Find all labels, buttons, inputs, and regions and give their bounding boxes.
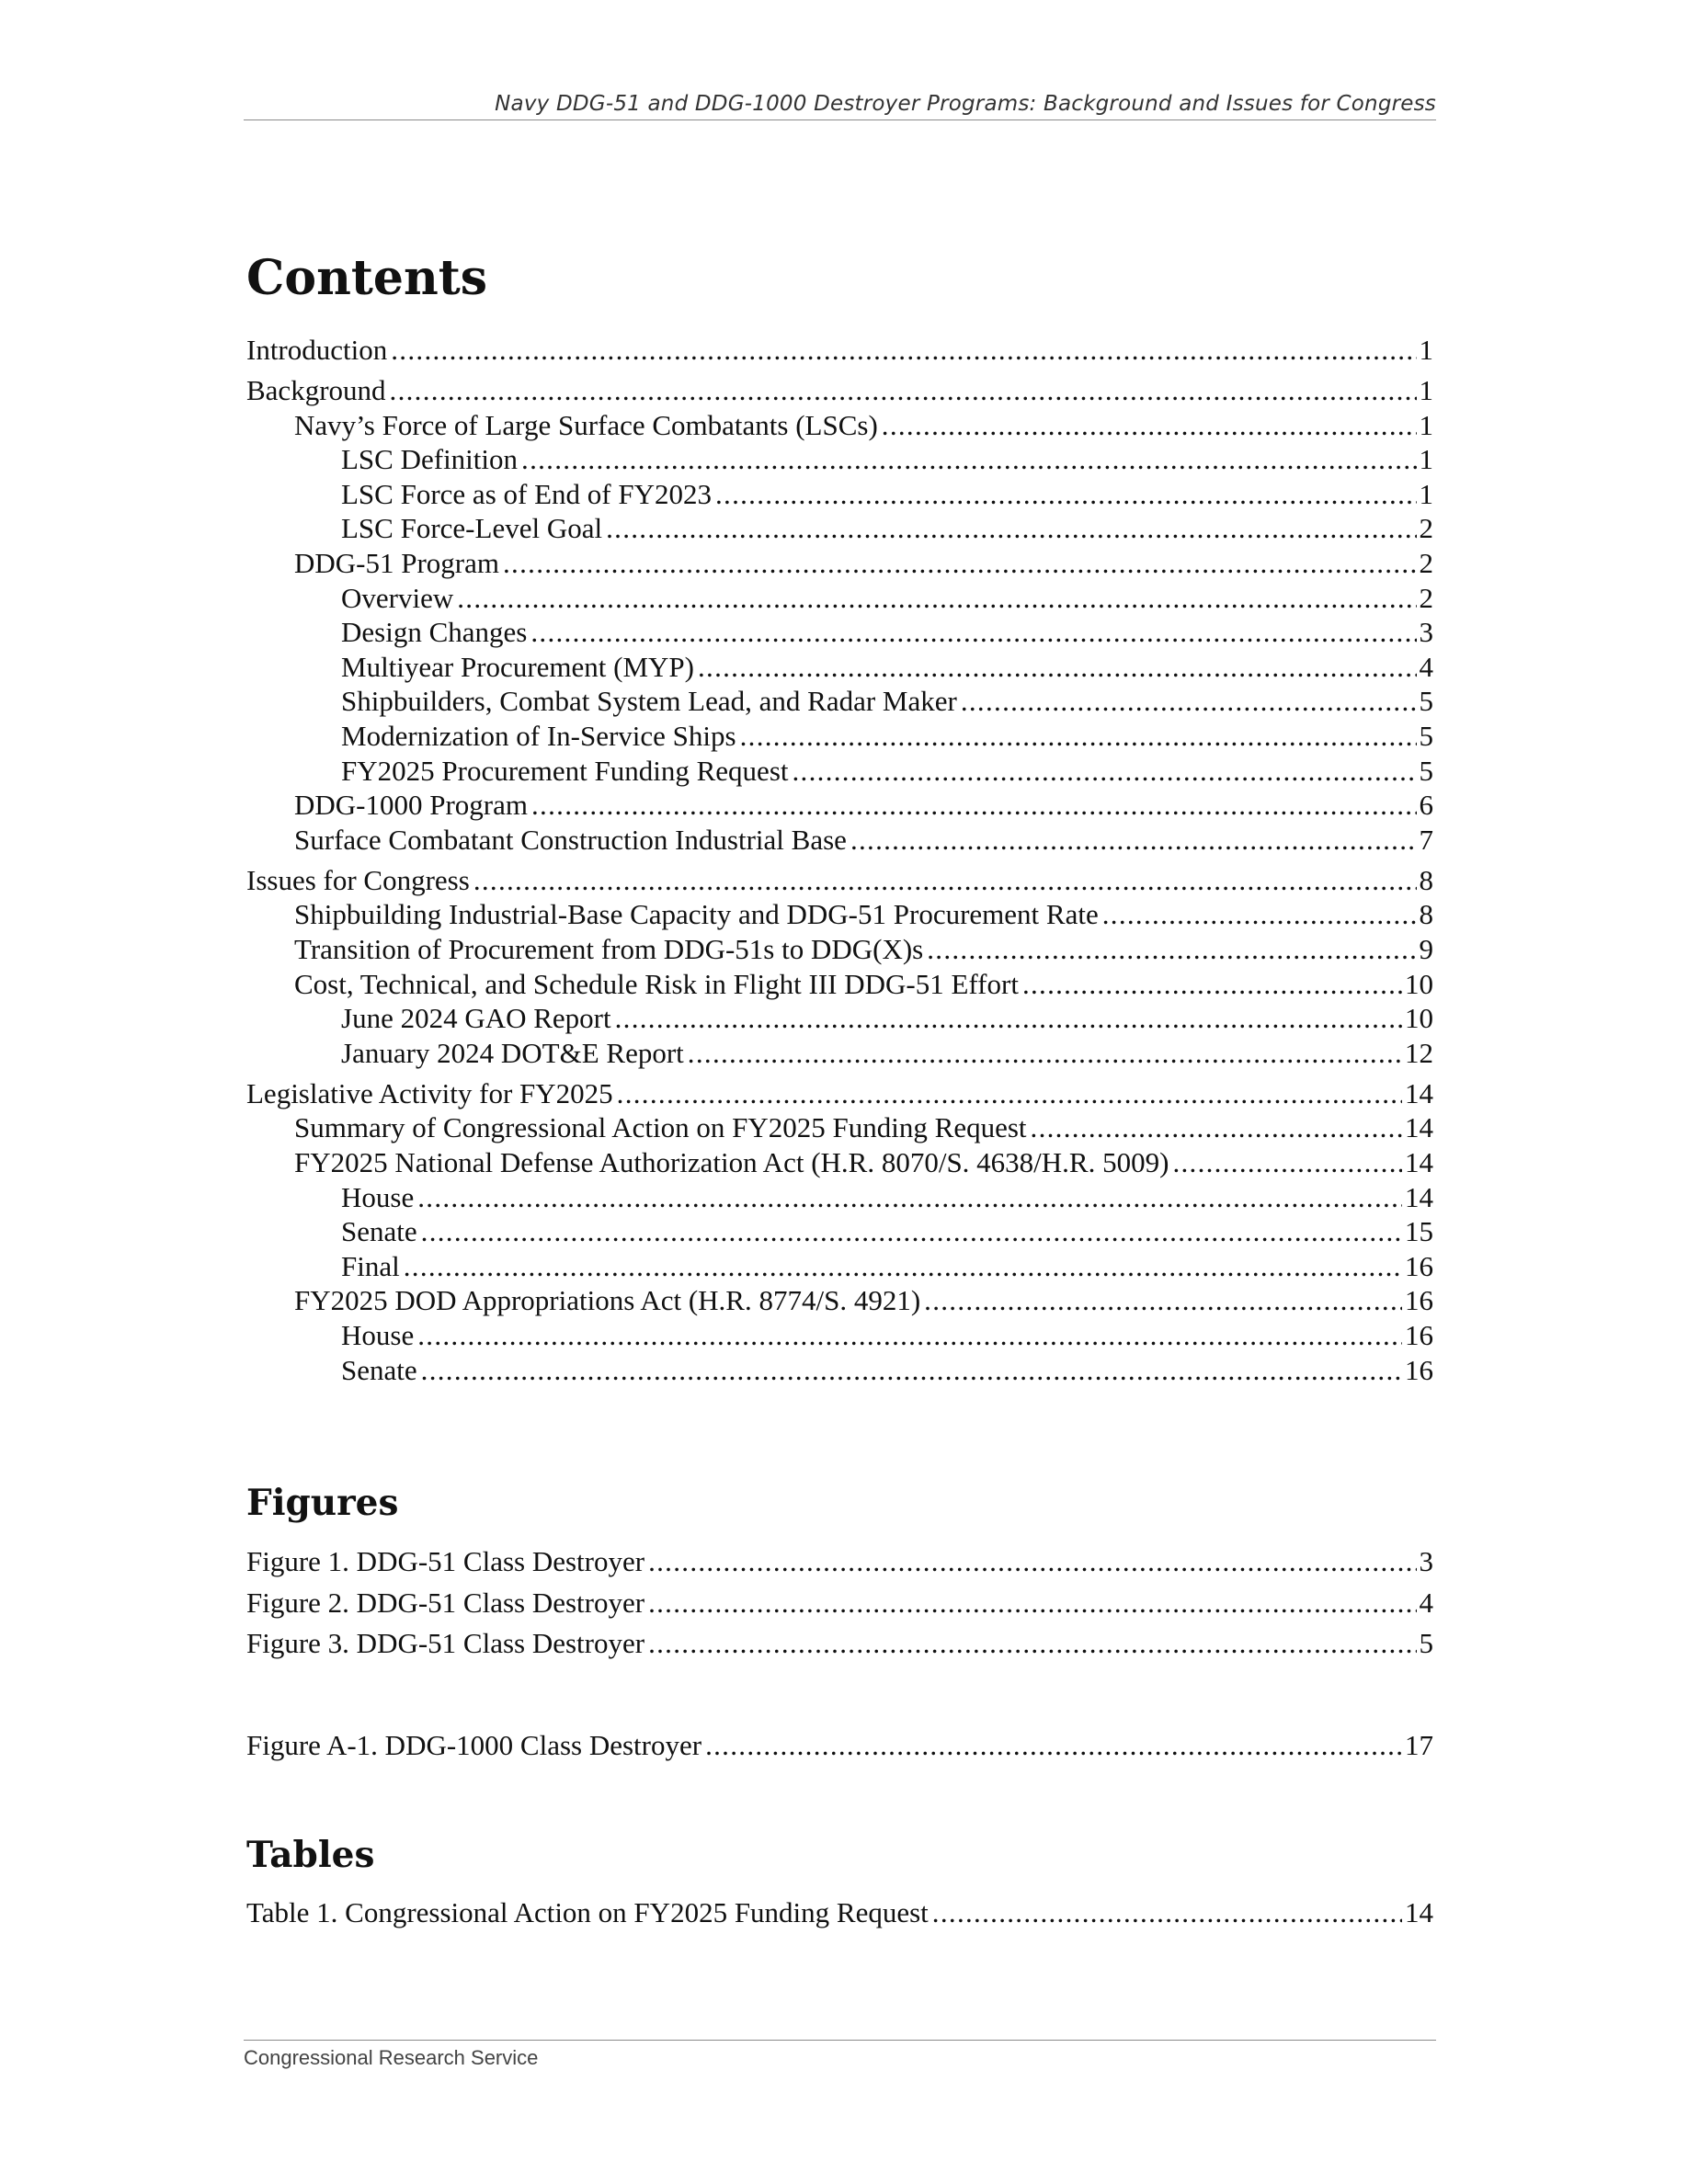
dot-leader — [615, 1001, 1402, 1036]
dot-leader — [421, 1214, 1402, 1249]
dot-leader — [882, 408, 1417, 443]
toc-entry[interactable] — [246, 373, 1433, 408]
toc-entry[interactable] — [246, 932, 1433, 967]
dot-leader — [417, 1180, 1402, 1215]
toc-entry[interactable] — [246, 1318, 1433, 1353]
toc-entry-label: Cost, Technical, and Schedule Risk in Flight III DDG-51 Effort — [294, 968, 1019, 1000]
figures-heading: Figures — [246, 1482, 399, 1524]
toc-entry-page: 16 — [1405, 1319, 1433, 1351]
toc-entry[interactable] — [246, 897, 1433, 932]
toc-entry-page: 1 — [1419, 409, 1433, 441]
toc-entry-label: June 2024 GAO Report — [341, 1002, 611, 1034]
figure-entry[interactable] — [246, 1728, 1433, 1763]
toc-entry[interactable] — [246, 1110, 1433, 1145]
toc-entry-label: FY2025 Procurement Funding Request — [341, 755, 789, 787]
toc-entry-page: 5 — [1419, 1627, 1433, 1659]
toc-entry-label: Table 1. Congressional Action on FY2025 Funding Request — [246, 1896, 929, 1928]
toc-entry[interactable] — [246, 788, 1433, 823]
dot-leader — [688, 1036, 1402, 1071]
toc-entry-label: Transition of Procurement from DDG-51s to DDG(X)s — [294, 933, 924, 965]
toc-entry-page: 16 — [1405, 1354, 1433, 1386]
contents-heading: Contents — [246, 250, 488, 306]
dot-leader — [417, 1318, 1402, 1353]
toc-entry[interactable] — [246, 333, 1433, 368]
toc-entry-label: Shipbuilders, Combat System Lead, and Radar Maker — [341, 685, 957, 717]
toc-entry-label: Design Changes — [341, 616, 528, 648]
toc-entry[interactable] — [246, 1145, 1433, 1180]
toc-entry-label: House — [341, 1181, 415, 1213]
toc-entry-label: DDG-1000 Program — [294, 789, 528, 821]
toc-entry[interactable] — [246, 1353, 1433, 1388]
dot-leader — [404, 1249, 1402, 1284]
toc-entry-label: Figure 1. DDG-51 Class Destroyer — [246, 1545, 645, 1577]
toc-entry-label: DDG-51 Program — [294, 547, 499, 579]
toc-entry-label: FY2025 DOD Appropriations Act (H.R. 8774/S. 4921) — [294, 1284, 921, 1316]
dot-leader — [924, 1283, 1402, 1318]
toc-entry-page: 3 — [1419, 616, 1433, 648]
toc-entry-page: 16 — [1405, 1250, 1433, 1282]
toc-entry-page: 1 — [1419, 443, 1433, 475]
toc-entry-page: 10 — [1405, 968, 1433, 1000]
figure-entry[interactable] — [246, 1586, 1433, 1621]
toc-entry[interactable] — [246, 1076, 1433, 1111]
toc-entry-page: 1 — [1419, 478, 1433, 510]
dot-leader — [1172, 1145, 1402, 1180]
toc-entry-page: 4 — [1419, 651, 1433, 683]
toc-entry[interactable] — [246, 615, 1433, 650]
dot-leader — [473, 863, 1417, 898]
dot-leader — [1031, 1110, 1402, 1145]
toc-entry-label: Senate — [341, 1354, 417, 1386]
toc-entry-page: 14 — [1405, 1146, 1433, 1178]
toc-entry-label: Navy’s Force of Large Surface Combatants (LSCs) — [294, 409, 878, 441]
dot-leader — [927, 932, 1416, 967]
toc-entry-page: 12 — [1405, 1037, 1433, 1069]
toc-entry-label: Introduction — [246, 334, 388, 366]
dot-leader — [850, 823, 1417, 858]
dot-leader — [390, 373, 1417, 408]
dot-leader — [1022, 967, 1402, 1002]
toc-entry-page: 2 — [1419, 582, 1433, 614]
toc-entry-page: 4 — [1419, 1587, 1433, 1619]
dot-leader — [521, 442, 1416, 477]
toc-entry-label: Final — [341, 1250, 400, 1282]
toc-entry-label: Issues for Congress — [246, 864, 470, 896]
toc-entry[interactable] — [246, 1214, 1433, 1249]
toc-entry-page: 8 — [1419, 898, 1433, 930]
toc-entry-label: Multiyear Procurement (MYP) — [341, 651, 694, 683]
toc-entry-page: 15 — [1405, 1215, 1433, 1247]
toc-entry-page: 14 — [1405, 1111, 1433, 1143]
toc-entry-label: Figure 3. DDG-51 Class Destroyer — [246, 1627, 645, 1659]
toc-entry[interactable] — [246, 408, 1433, 443]
toc-entry-page: 10 — [1405, 1002, 1433, 1034]
toc-entry-label: LSC Force as of End of FY2023 — [341, 478, 712, 510]
toc-entry-page: 14 — [1405, 1896, 1433, 1928]
toc-entry-label: Senate — [341, 1215, 417, 1247]
toc-entry[interactable] — [246, 1180, 1433, 1215]
toc-entry-page: 3 — [1419, 1545, 1433, 1577]
toc-entry[interactable] — [246, 863, 1433, 898]
toc-entry[interactable] — [246, 823, 1433, 858]
toc-entry-label: Surface Combatant Construction Industrial Base — [294, 824, 847, 856]
dot-leader — [740, 719, 1417, 754]
toc-entry[interactable] — [246, 650, 1433, 685]
page-footer: Congressional Research Service — [244, 2040, 1436, 2070]
dot-leader — [421, 1353, 1402, 1388]
toc-entry-page: 17 — [1405, 1729, 1433, 1761]
toc-entry-label: Shipbuilding Industrial-Base Capacity and DDG-51 Procurement Rate — [294, 898, 1099, 930]
dot-leader — [648, 1626, 1416, 1661]
toc-entry[interactable] — [246, 477, 1433, 512]
toc-entry[interactable] — [246, 581, 1433, 616]
toc-entry-page: 16 — [1405, 1284, 1433, 1316]
toc-entry-label: LSC Force-Level Goal — [341, 512, 603, 544]
dot-leader — [531, 788, 1417, 823]
toc-entry[interactable] — [246, 1249, 1433, 1284]
dot-leader — [793, 754, 1417, 789]
dot-leader — [530, 615, 1416, 650]
toc-entry-label: January 2024 DOT&E Report — [341, 1037, 684, 1069]
toc-entry-page: 6 — [1419, 789, 1433, 821]
dot-leader — [617, 1076, 1402, 1111]
toc-entry[interactable] — [246, 1036, 1433, 1071]
dot-leader — [1102, 897, 1417, 932]
toc-entry-page: 2 — [1419, 547, 1433, 579]
toc-entry-label: Summary of Congressional Action on FY2025 Funding Request — [294, 1111, 1027, 1143]
toc-entry[interactable] — [246, 1283, 1433, 1318]
toc-entry-label: Overview — [341, 582, 454, 614]
toc-entry-page: 5 — [1419, 755, 1433, 787]
dot-leader — [932, 1895, 1402, 1930]
toc-entry-page: 9 — [1419, 933, 1433, 965]
dot-leader — [606, 511, 1416, 546]
tables-heading: Tables — [246, 1834, 375, 1876]
toc-entry-page: 14 — [1405, 1077, 1433, 1109]
toc-entry-page: 8 — [1419, 864, 1433, 896]
toc-entry[interactable] — [246, 1001, 1433, 1036]
toc-entry[interactable] — [246, 719, 1433, 754]
dot-leader — [648, 1586, 1416, 1621]
toc-entry-label: Background — [246, 374, 386, 406]
dot-leader — [503, 546, 1417, 581]
toc-entry[interactable] — [246, 511, 1433, 546]
toc-entry-label: Figure 2. DDG-51 Class Destroyer — [246, 1587, 645, 1619]
toc-entry[interactable] — [246, 754, 1433, 789]
toc-entry[interactable] — [246, 967, 1433, 1002]
toc-entry-page: 5 — [1419, 685, 1433, 717]
toc-entry-label: FY2025 National Defense Authorization Act (H.R. 8070/S. 4638/H.R. 5009) — [294, 1146, 1169, 1178]
toc-entry-page: 1 — [1419, 374, 1433, 406]
toc-entry[interactable] — [246, 684, 1433, 719]
toc-entry-label: LSC Definition — [341, 443, 519, 475]
running-header: Navy DDG-51 and DDG-1000 Destroyer Programs: Background and Issues for Congress — [244, 92, 1436, 120]
toc-entry-page: 2 — [1419, 512, 1433, 544]
dot-leader — [698, 650, 1417, 685]
toc-entry-page: 7 — [1419, 824, 1433, 856]
toc-entry-page: 14 — [1405, 1181, 1433, 1213]
dot-leader — [705, 1728, 1402, 1763]
dot-leader — [457, 581, 1416, 616]
dot-leader — [715, 477, 1417, 512]
toc-entry-label: Figure A-1. DDG-1000 Class Destroyer — [246, 1729, 702, 1761]
figure-entry[interactable] — [246, 1544, 1433, 1579]
table-entry[interactable] — [246, 1895, 1433, 1930]
toc-entry-label: House — [341, 1319, 415, 1351]
toc-entry[interactable] — [246, 546, 1433, 581]
toc-entry[interactable] — [246, 442, 1433, 477]
toc-entry-label: Modernization of In-Service Ships — [341, 720, 736, 752]
dot-leader — [961, 684, 1417, 719]
figure-entry[interactable] — [246, 1626, 1433, 1661]
toc-entry-page: 1 — [1419, 334, 1433, 366]
dot-leader — [648, 1544, 1416, 1579]
toc-entry-page: 5 — [1419, 720, 1433, 752]
dot-leader — [391, 333, 1416, 368]
toc-entry-label: Legislative Activity for FY2025 — [246, 1077, 613, 1109]
